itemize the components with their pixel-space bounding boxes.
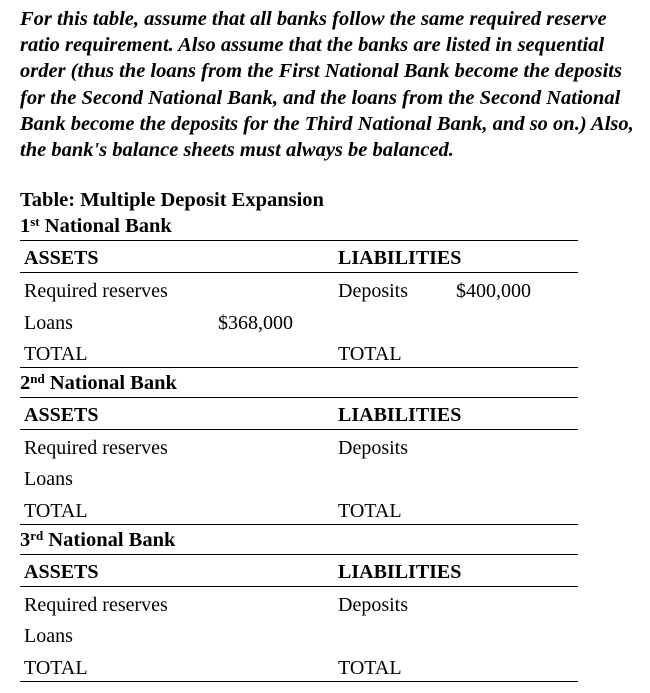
liabilities-total-label: TOTAL [338,343,402,365]
divider [20,272,578,273]
deposits-label: Deposits [338,437,408,459]
bank-name: National Bank [44,215,172,237]
bank-name: National Bank [49,372,177,394]
bank-title [20,528,175,552]
loans-label: Loans [24,312,73,334]
loans-label: Loans [24,468,73,490]
divider [20,367,578,368]
bank-name: National Bank [48,529,176,551]
bank-title [20,371,177,395]
loans-value: $368,000 [218,312,293,334]
bank-title [20,214,172,238]
required-reserves-label: Required reserves [24,594,168,616]
bank-ordinal-suffix: st [30,214,40,229]
deposits-value: $400,000 [456,280,531,302]
required-reserves-label: Required reserves [24,437,168,459]
liabilities-header: LIABILITIES [338,404,462,426]
bank-ordinal: 2 [20,372,31,394]
divider [20,429,578,430]
liabilities-header: LIABILITIES [338,561,462,583]
required-reserves-label: Required reserves [24,280,168,302]
deposits-label: Deposits [338,280,408,302]
assets-header: ASSETS [24,561,99,583]
divider [20,554,578,555]
liabilities-total-label: TOTAL [338,500,402,522]
loans-label: Loans [24,625,73,647]
liabilities-header: LIABILITIES [338,247,462,269]
divider [20,586,578,587]
assets-total-label: TOTAL [24,657,88,679]
assets-total-label: TOTAL [24,343,88,365]
bank-ordinal: 1 [20,215,31,237]
bank-ordinal: 3 [20,529,31,551]
table-title: Table: Multiple Deposit Expansion [20,189,324,211]
assets-header: ASSETS [24,247,99,269]
deposits-label: Deposits [338,594,408,616]
assets-header: ASSETS [24,404,99,426]
assets-total-label: TOTAL [24,500,88,522]
bank-ordinal-suffix: rd [30,528,44,543]
divider [20,397,578,398]
divider [20,524,578,525]
divider [20,240,578,241]
instructions-paragraph: For this table, assume that all banks follow the same required reserve ratio requirement. Also assume that the banks are listed in sequential order (thus the loans from the First National Bank become the deposits for the Second National Bank, and the loans from the Second National Bank become the deposits for the Third National Bank, and so on.) Also, the bank's balance sheets must always be balanced. [20,8,634,162]
divider [20,681,578,682]
liabilities-total-label: TOTAL [338,657,402,679]
bank-ordinal-suffix: nd [30,371,45,386]
